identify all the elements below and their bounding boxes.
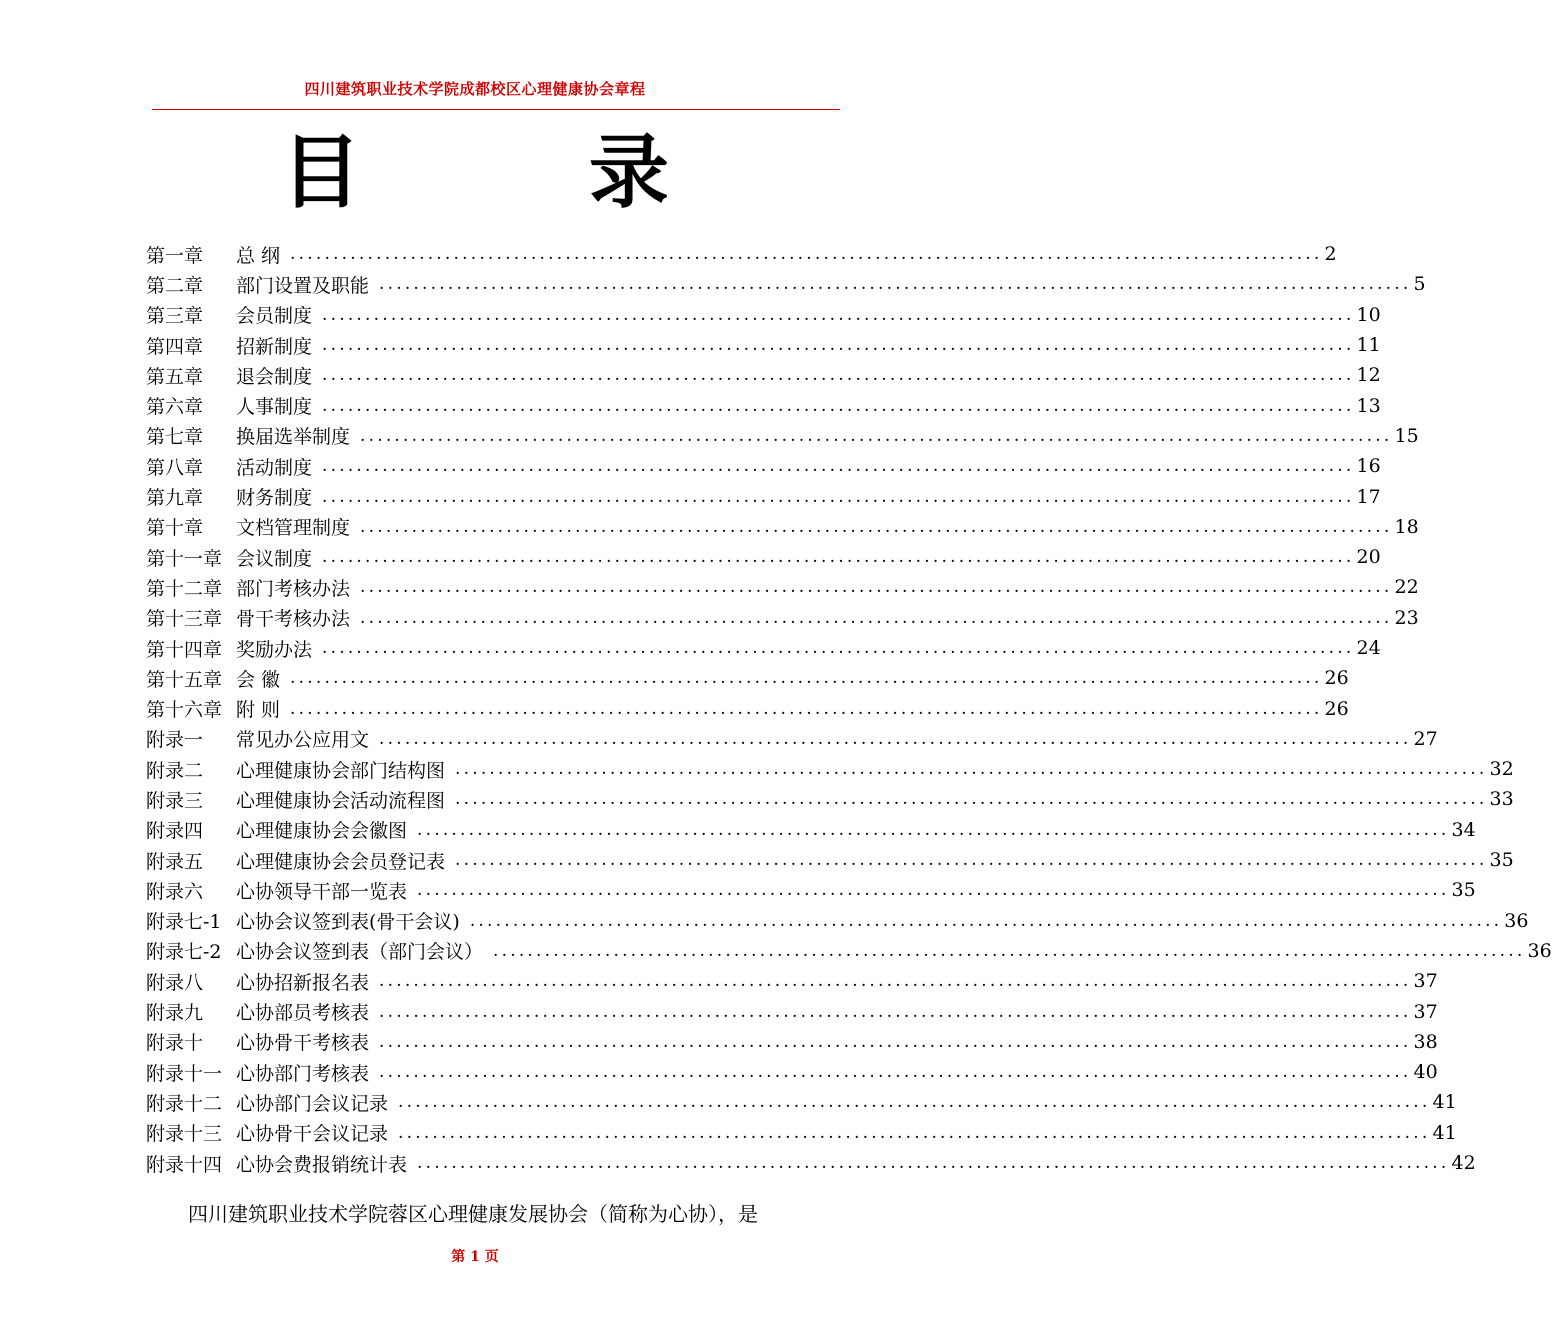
toc-entry-label	[146, 937, 493, 964]
toc-dot-leader: ........................................................................................................................	[290, 698, 1323, 719]
toc-dot-leader: ........................................................................................................................	[360, 607, 1393, 628]
toc-entry[interactable]	[146, 845, 1514, 875]
toc-dot-leader: ........................................................................................................................	[322, 304, 1355, 325]
toc-entry-title: 会 徽	[236, 668, 281, 691]
toc-dot-leader: ........................................................................................................................	[379, 1001, 1412, 1022]
toc-entry-title: 财务制度	[236, 487, 313, 510]
toc-entry-page: 41	[1432, 1091, 1457, 1114]
toc-entry[interactable]	[146, 663, 1349, 693]
toc-dot-leader: ........................................................................................................................	[290, 668, 1323, 689]
toc-entry-title: 心理健康协会会员登记表	[236, 850, 446, 873]
toc-dot-leader: ........................................................................................................................	[379, 1062, 1412, 1083]
toc-entry-label	[146, 574, 360, 601]
toc-entry-title: 常见办公应用文	[236, 729, 370, 752]
toc-entry-label	[146, 907, 470, 934]
toc-entry-title: 退会制度	[236, 365, 313, 388]
toc-entry-title: 奖励办法	[236, 638, 313, 661]
toc-entry-page: 22	[1394, 576, 1419, 599]
toc-entry-number: 第十六章	[146, 699, 223, 722]
table-of-contents	[146, 239, 1552, 1178]
toc-entry-page: 42	[1451, 1152, 1476, 1175]
toc-entry-number: 第十章	[146, 517, 204, 540]
toc-entry-page: 23	[1394, 606, 1419, 629]
toc-entry[interactable]	[146, 300, 1381, 330]
toc-entry-page: 5	[1413, 273, 1426, 296]
toc-entry-title: 心协部门会议记录	[236, 1092, 389, 1115]
toc-entry[interactable]	[146, 269, 1426, 299]
toc-entry-page: 38	[1413, 1030, 1438, 1053]
toc-entry-number: 第十五章	[146, 668, 223, 691]
toc-entry-page: 17	[1356, 485, 1381, 508]
toc-entry-number: 附录九	[146, 1002, 204, 1025]
toc-entry-number: 附录十	[146, 1032, 204, 1055]
toc-entry-number: 第六章	[146, 396, 204, 419]
toc-entry-page: 32	[1489, 758, 1514, 781]
toc-entry-page: 36	[1504, 909, 1529, 932]
toc-entry-title: 心协骨干考核表	[236, 1032, 370, 1055]
toc-entry-title: 文档管理制度	[236, 517, 351, 540]
toc-dot-leader: ........................................................................................................................	[322, 395, 1355, 416]
toc-entry-title: 心协骨干会议记录	[236, 1123, 389, 1146]
toc-dot-leader: ........................................................................................................................	[379, 971, 1412, 992]
toc-entry-page: 36	[1527, 939, 1552, 962]
toc-entry-page: 12	[1356, 364, 1381, 387]
toc-dot-leader: ........................................................................................................................	[398, 1092, 1431, 1113]
toc-entry-number: 第七章	[146, 426, 204, 449]
toc-entry-label	[146, 968, 379, 995]
toc-entry-label	[146, 1119, 398, 1146]
toc-entry-number: 附录二	[146, 759, 204, 782]
toc-dot-leader: ........................................................................................................................	[360, 516, 1393, 537]
toc-entry-page: 37	[1413, 970, 1438, 993]
toc-entry-number: 附录十一	[146, 1062, 223, 1085]
toc-entry-number: 附录八	[146, 971, 204, 994]
toc-entry-number: 附录十三	[146, 1123, 223, 1146]
toc-entry-number: 第四章	[146, 335, 204, 358]
toc-entry-title: 附 则	[236, 699, 281, 722]
toc-entry-label	[146, 241, 290, 268]
toc-dot-leader: ........................................................................................................................	[322, 456, 1355, 477]
toc-entry-title: 骨干考核办法	[236, 608, 351, 631]
toc-entry-page: 26	[1324, 697, 1349, 720]
toc-entry-label	[146, 392, 322, 419]
toc-entry-title: 活动制度	[236, 456, 313, 479]
toc-entry-label	[146, 847, 455, 874]
toc-entry-label	[146, 1089, 398, 1116]
toc-entry-number: 第十一章	[146, 547, 223, 570]
toc-entry-title: 部门设置及职能	[236, 274, 370, 297]
toc-entry[interactable]	[146, 815, 1476, 845]
toc-entry-label	[146, 1059, 379, 1086]
toc-entry[interactable]	[146, 542, 1381, 572]
toc-entry-title: 心协会议签到表(骨干会议)	[236, 911, 460, 934]
page-number: 第 1 页	[451, 1249, 499, 1265]
toc-entry[interactable]	[146, 693, 1349, 723]
toc-dot-leader: ........................................................................................................................	[322, 365, 1355, 386]
toc-entry-label	[146, 513, 360, 540]
toc-dot-leader: ........................................................................................................................	[379, 1031, 1412, 1052]
intro-paragraph: 四川建筑职业技术学院蓉区心理健康发展协会（简称为心协），是	[188, 1202, 758, 1226]
toc-entry-label	[146, 1150, 417, 1177]
toc-entry-page: 18	[1394, 515, 1419, 538]
toc-entry-number: 附录三	[146, 789, 204, 812]
toc-entry-label	[146, 271, 379, 298]
toc-entry-label	[146, 635, 322, 662]
toc-entry[interactable]	[146, 906, 1529, 936]
toc-entry[interactable]	[146, 239, 1337, 269]
toc-dot-leader: ........................................................................................................................	[322, 486, 1355, 507]
toc-entry-number: 附录四	[146, 820, 204, 843]
toc-entry-number: 附录七-1	[146, 911, 222, 934]
toc-entry-number: 附录十四	[146, 1153, 223, 1176]
toc-entry-page: 15	[1394, 424, 1419, 447]
toc-entry-number: 第十四章	[146, 638, 223, 661]
toc-entry-title: 心协部门考核表	[236, 1062, 370, 1085]
toc-entry-number: 附录十二	[146, 1092, 223, 1115]
toc-entry-title: 人事制度	[236, 396, 313, 419]
toc-entry[interactable]	[146, 512, 1419, 542]
toc-dot-leader: ........................................................................................................................	[379, 274, 1412, 295]
toc-entry-title: 心协部员考核表	[236, 1002, 370, 1025]
toc-entry-page: 37	[1413, 1000, 1438, 1023]
toc-entry-number: 附录一	[146, 729, 204, 752]
toc-entry[interactable]	[146, 572, 1419, 602]
toc-entry-title: 心理健康协会部门结构图	[236, 759, 446, 782]
toc-entry[interactable]	[146, 360, 1381, 390]
toc-entry-number: 第五章	[146, 365, 204, 388]
toc-entry-title: 换届选举制度	[236, 426, 351, 449]
toc-entry-label	[146, 332, 322, 359]
toc-entry[interactable]	[146, 1118, 1457, 1148]
toc-entry[interactable]	[146, 1148, 1476, 1178]
toc-dot-leader: ........................................................................................................................	[417, 819, 1450, 840]
toc-entry-page: 27	[1413, 727, 1438, 750]
toc-entry-title: 总 纲	[236, 244, 281, 267]
toc-entry-page: 10	[1356, 303, 1381, 326]
toc-dot-leader: ........................................................................................................................	[322, 335, 1355, 356]
toc-entry[interactable]	[146, 633, 1381, 663]
toc-entry-number: 第九章	[146, 487, 204, 510]
toc-dot-leader: ........................................................................................................................	[417, 880, 1450, 901]
toc-entry-page: 2	[1324, 243, 1337, 266]
toc-entry-label	[146, 362, 322, 389]
toc-entry-number: 附录五	[146, 850, 204, 873]
toc-dot-leader: ........................................................................................................................	[398, 1122, 1431, 1143]
toc-entry-label	[146, 301, 322, 328]
toc-dot-leader: ........................................................................................................................	[322, 638, 1355, 658]
toc-entry-label	[146, 604, 360, 631]
toc-dot-leader: ........................................................................................................................	[360, 577, 1393, 598]
toc-dot-leader: ........................................................................................................................	[379, 728, 1412, 749]
toc-entry-label	[146, 665, 290, 692]
toc-entry-title: 心协领导干部一览表	[236, 880, 408, 903]
toc-dot-leader: ........................................................................................................................	[360, 425, 1393, 446]
toc-entry-label	[146, 1028, 379, 1055]
toc-entry-label	[146, 453, 322, 480]
toc-entry-label	[146, 725, 379, 752]
toc-entry-number: 第十二章	[146, 577, 223, 600]
toc-dot-leader: ........................................................................................................................	[455, 759, 1488, 780]
toc-entry[interactable]	[146, 1057, 1438, 1087]
toc-entry-title: 心协会费报销统计表	[236, 1153, 408, 1176]
toc-entry-title: 心理健康协会会徽图	[236, 820, 408, 843]
toc-entry-number: 第八章	[146, 456, 204, 479]
toc-entry[interactable]	[146, 421, 1419, 451]
toc-entry-page: 13	[1356, 394, 1381, 417]
toc-entry-page: 40	[1413, 1061, 1438, 1084]
toc-entry-page: 26	[1324, 667, 1349, 690]
toc-entry-label	[146, 544, 322, 571]
toc-dot-leader: ........................................................................................................................	[455, 850, 1488, 871]
toc-entry-label	[146, 422, 360, 449]
toc-entry-number: 第一章	[146, 244, 204, 267]
toc-dot-leader: ........................................................................................................................	[322, 547, 1355, 568]
toc-entry[interactable]	[146, 451, 1381, 481]
toc-entry[interactable]	[146, 875, 1476, 905]
toc-dot-leader: ........................................................................................................................	[290, 244, 1323, 265]
toc-entry-title: 心协会议签到表（部门会议）	[236, 941, 484, 964]
toc-heading: 目 录	[281, 125, 769, 219]
toc-entry-page: 11	[1356, 334, 1381, 357]
toc-entry[interactable]	[146, 936, 1552, 966]
toc-dot-leader: ........................................................................................................................	[417, 1153, 1450, 1174]
toc-dot-leader: ........................................................................................................................	[493, 940, 1526, 961]
toc-entry[interactable]	[146, 996, 1438, 1026]
toc-entry[interactable]	[146, 1087, 1457, 1117]
toc-dot-leader: ........................................................................................................................	[469, 910, 1503, 931]
toc-entry-number: 第十三章	[146, 608, 223, 631]
toc-entry-page: 20	[1356, 546, 1381, 569]
toc-entry-label	[146, 483, 322, 510]
toc-entry[interactable]	[146, 754, 1514, 784]
toc-entry-number: 附录六	[146, 880, 204, 903]
toc-entry-title: 心理健康协会活动流程图	[236, 789, 446, 812]
toc-entry-number: 第二章	[146, 274, 204, 297]
toc-entry-title: 心协招新报名表	[236, 971, 370, 994]
toc-entry-label	[146, 786, 455, 813]
toc-entry[interactable]	[146, 330, 1381, 360]
toc-entry[interactable]	[146, 603, 1419, 633]
toc-entry-title: 部门考核办法	[236, 577, 351, 600]
toc-entry-number: 第三章	[146, 305, 204, 328]
header-title: 四川建筑职业技术学院成都校区心理健康协会章程	[304, 80, 646, 98]
toc-entry-label	[146, 877, 417, 904]
toc-entry-page: 35	[1451, 879, 1476, 902]
toc-entry[interactable]	[146, 966, 1438, 996]
toc-entry-page: 16	[1356, 455, 1381, 478]
toc-entry-label	[146, 695, 290, 722]
toc-entry-label	[146, 756, 455, 783]
toc-entry-label	[146, 816, 417, 843]
toc-entry-label	[146, 998, 379, 1025]
toc-entry-page: 33	[1489, 788, 1514, 811]
toc-entry-page: 24	[1356, 637, 1381, 659]
toc-entry[interactable]	[146, 784, 1514, 814]
header-divider	[152, 109, 840, 110]
toc-dot-leader: ........................................................................................................................	[455, 789, 1488, 810]
toc-entry-page: 35	[1489, 849, 1514, 872]
toc-entry-number: 附录七-2	[146, 941, 222, 964]
toc-entry[interactable]	[146, 481, 1381, 511]
toc-entry[interactable]	[146, 724, 1438, 754]
toc-entry[interactable]	[146, 1027, 1438, 1057]
toc-entry-page: 34	[1451, 818, 1476, 841]
toc-entry-title: 会员制度	[236, 305, 313, 328]
toc-entry-page: 41	[1432, 1121, 1457, 1144]
toc-entry-title: 招新制度	[236, 335, 313, 358]
toc-entry[interactable]	[146, 390, 1381, 420]
toc-entry-title: 会议制度	[236, 547, 313, 570]
